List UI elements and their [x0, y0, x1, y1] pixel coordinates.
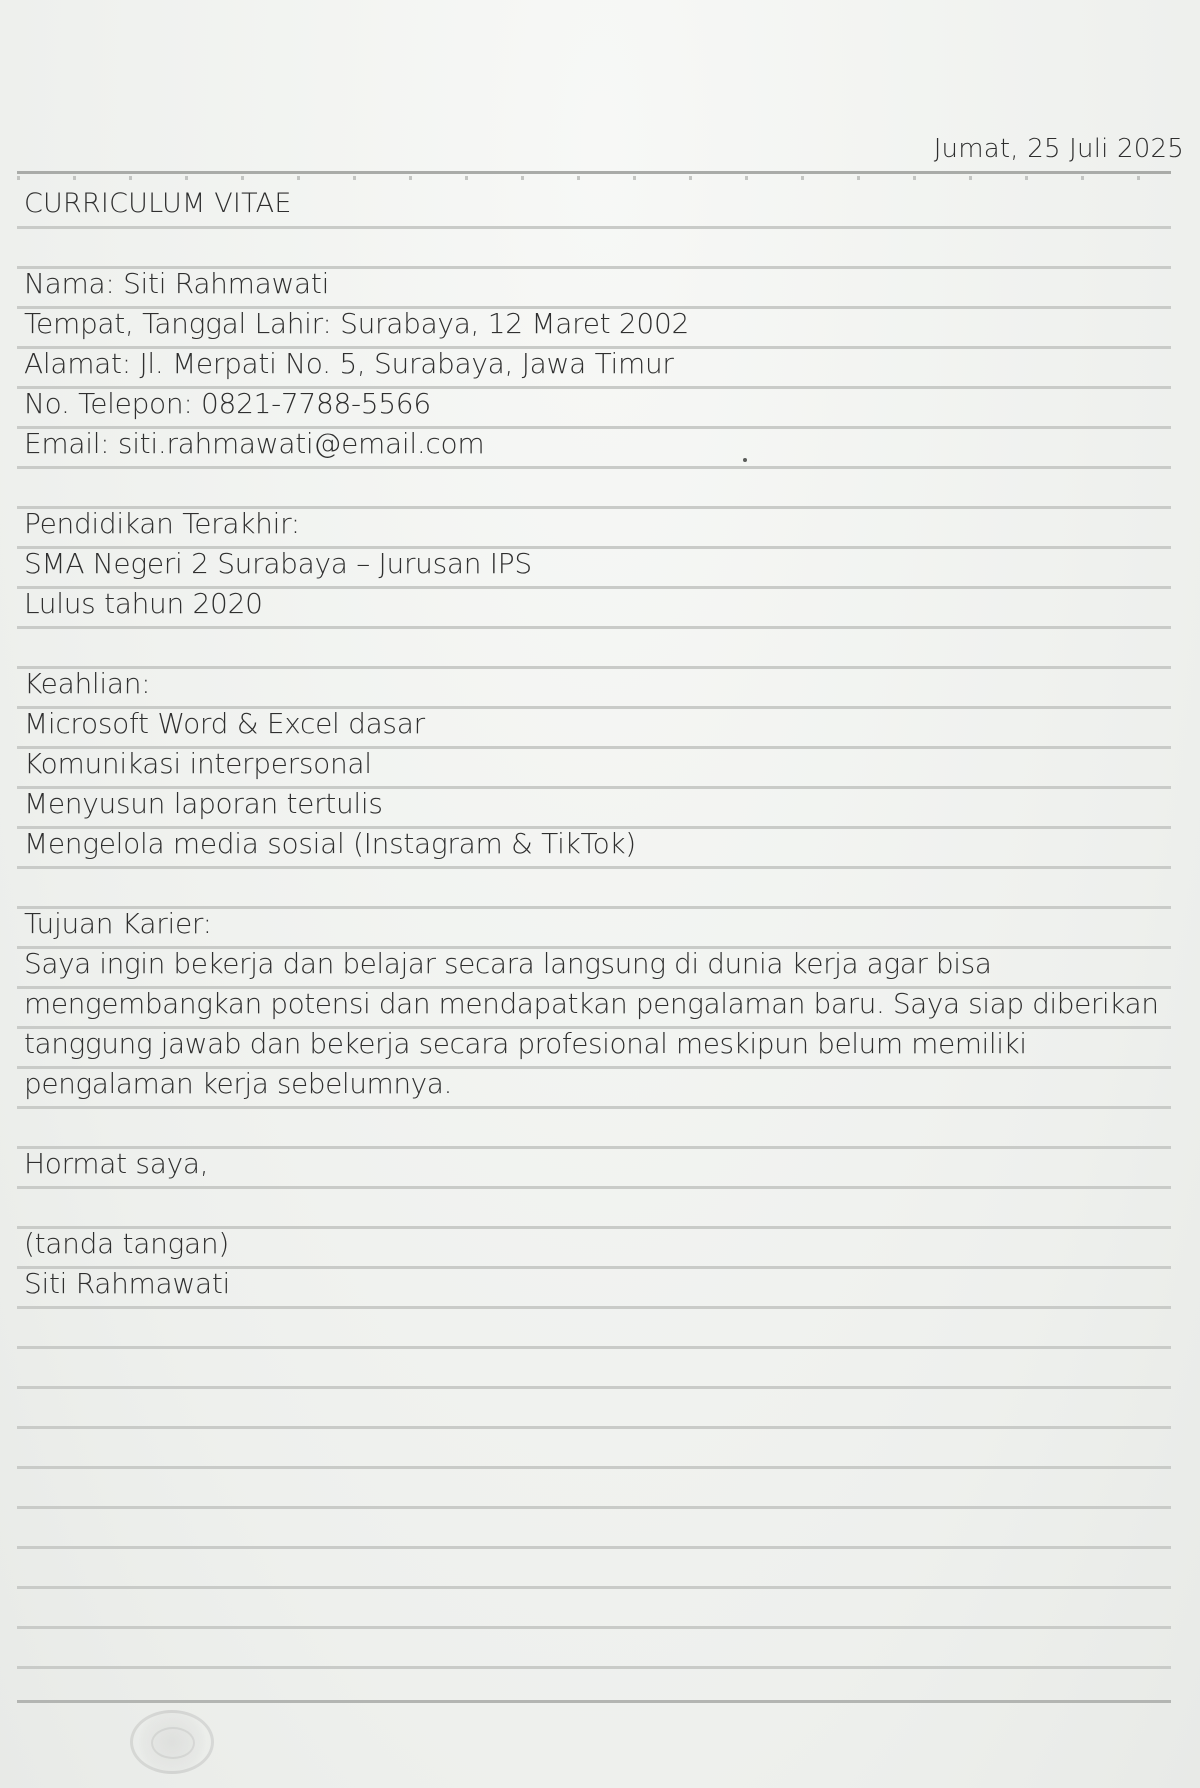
ruled-line [17, 1666, 1171, 1669]
ruled-line [17, 1546, 1171, 1549]
document-title: CURRICULUM VITAE [24, 188, 292, 219]
ruled-line [17, 1386, 1171, 1389]
education-heading: Pendidikan Terakhir: [24, 507, 300, 540]
personal-phone: No. Telepon: 0821-7788-5566 [24, 387, 431, 420]
skill-item: Menyusun laporan tertulis [24, 787, 383, 820]
career-goal-heading: Tujuan Karier: [24, 907, 212, 940]
education-school: SMA Negeri 2 Surabaya – Jurusan IPS [24, 547, 532, 580]
career-goal-text: Saya ingin bekerja dan belajar secara langsung di dunia kerja agar bisa mengembangkan potensi dan mendapatkan pengalaman baru. Saya siap diberikan tanggung jawab dan bekerja secara profesional meskipun belum memiliki pengalaman kerja sebelumnya. [24, 947, 1159, 1100]
ruled-line [17, 1106, 1171, 1109]
personal-name: Nama: Siti Rahmawati [24, 267, 330, 300]
ruled-line [17, 226, 1171, 229]
skill-item: Mengelola media sosial (Instagram & TikTok) [24, 827, 636, 860]
ruled-line [17, 1586, 1171, 1589]
faded-stamp-icon [130, 1710, 214, 1774]
perforation-marks [17, 176, 1171, 180]
ruled-line [17, 1466, 1171, 1469]
ruled-line [17, 466, 1171, 469]
ruled-line [17, 626, 1171, 629]
signer-name: Siti Rahmawati [24, 1267, 231, 1300]
ruled-line [17, 1346, 1171, 1349]
ruled-line [17, 1626, 1171, 1629]
document-date: Jumat, 25 Juli 2025 [933, 134, 1184, 164]
skills-heading: Keahlian: [24, 667, 151, 700]
bottom-rule-line [17, 1700, 1171, 1703]
ink-speck [743, 458, 747, 462]
top-rule-line [17, 171, 1171, 174]
closing-salutation: Hormat saya, [24, 1147, 209, 1180]
ruled-line [17, 866, 1171, 869]
ruled-line [17, 1186, 1171, 1189]
personal-birth: Tempat, Tanggal Lahir: Surabaya, 12 Maret 2002 [24, 307, 689, 340]
signature-placeholder: (tanda tangan) [24, 1227, 229, 1260]
ruled-line [17, 1306, 1171, 1309]
personal-email: Email: siti.rahmawati@email.com [24, 427, 485, 460]
skill-item: Microsoft Word & Excel dasar [24, 707, 425, 740]
ruled-line [17, 1506, 1171, 1509]
skill-item: Komunikasi interpersonal [24, 747, 372, 780]
ruled-line [17, 666, 1171, 669]
ruled-line [17, 1426, 1171, 1429]
education-graduation: Lulus tahun 2020 [24, 587, 263, 620]
personal-address: Alamat: Jl. Merpati No. 5, Surabaya, Jawa Timur [24, 347, 674, 380]
